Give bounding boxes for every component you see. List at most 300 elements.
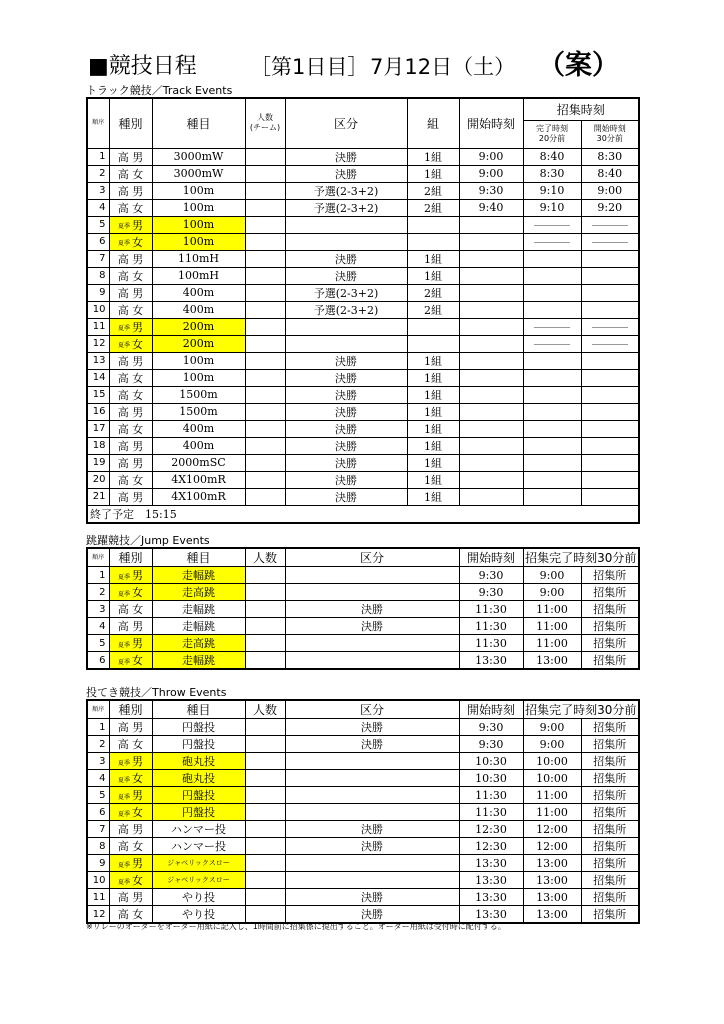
group-cell: 1組	[407, 471, 459, 488]
call-place-cell: 招集所	[581, 584, 639, 601]
header-start: 開始時刻	[459, 548, 523, 567]
category-cell	[109, 284, 152, 301]
header-call-start-line2: 30分前	[596, 134, 623, 143]
event-cell: 200m	[152, 335, 245, 352]
group-cell	[407, 335, 459, 352]
order-cell: 16	[87, 403, 109, 420]
header-category: 種別	[109, 98, 152, 148]
track-finish-time: 終了予定 15:15	[87, 505, 639, 523]
count-cell	[245, 719, 285, 736]
header-call-end-line2: 20分前	[538, 134, 566, 143]
count-cell	[245, 753, 285, 770]
group-cell	[407, 216, 459, 233]
event-cell: 100m	[152, 352, 245, 369]
category-label: 高 女	[117, 371, 144, 385]
header-count-line1: 人数	[257, 113, 273, 123]
division-cell: 決勝	[285, 618, 459, 635]
table-row	[87, 471, 639, 488]
table-row	[87, 618, 639, 635]
start-time-cell	[459, 250, 523, 267]
table-row	[87, 488, 639, 505]
event-cell: 100mH	[152, 267, 245, 284]
call-start-cell	[581, 284, 639, 301]
start-time-cell: 10:30	[459, 770, 523, 787]
table-row	[87, 454, 639, 471]
count-cell	[245, 906, 285, 924]
call-time-cell: 13:00	[523, 889, 581, 906]
category-label: 男	[132, 320, 143, 334]
call-end-cell	[523, 267, 581, 284]
category-cell	[109, 403, 152, 420]
header-category: 種別	[109, 548, 152, 567]
header-division: 区分	[285, 700, 459, 719]
table-row	[87, 369, 639, 386]
category-cell	[109, 821, 152, 838]
start-time-cell	[459, 386, 523, 403]
order-cell: 6	[87, 233, 109, 250]
count-cell	[245, 403, 285, 420]
category-label: 男	[132, 789, 143, 802]
division-cell: 決勝	[285, 420, 407, 437]
count-cell	[245, 182, 285, 199]
event-cell: 100m	[152, 199, 245, 216]
start-time-cell	[459, 488, 523, 505]
category-label: 女	[132, 874, 143, 887]
group-cell: 1組	[407, 250, 459, 267]
event-cell: 400m	[152, 437, 245, 454]
order-cell: 6	[87, 652, 109, 670]
count-cell	[245, 386, 285, 403]
count-cell	[245, 601, 285, 618]
header-event: 種目	[152, 548, 245, 567]
division-cell: 決勝	[285, 352, 407, 369]
category-label: 高 男	[117, 184, 144, 198]
summer-tag: 夏季	[117, 641, 130, 649]
call-end-cell	[523, 420, 581, 437]
category-cell	[109, 148, 152, 165]
category-label: 高 女	[117, 388, 144, 402]
category-label: 高 女	[117, 738, 144, 751]
header-start: 開始時刻	[459, 700, 523, 719]
division-cell: 決勝	[285, 437, 407, 454]
call-start-cell	[581, 386, 639, 403]
header-category: 種別	[109, 700, 152, 719]
table-row	[87, 838, 639, 855]
category-label: 高 女	[117, 908, 144, 921]
event-cell: 円盤投	[152, 787, 245, 804]
call-end-cell: 8:40	[523, 148, 581, 165]
category-label: 高 男	[117, 721, 144, 734]
throw-section-label: 投てき競技／Throw Events	[86, 686, 227, 699]
header-call: 招集完了時刻30分前	[523, 700, 639, 719]
call-start-cell	[581, 301, 639, 318]
count-cell	[245, 267, 285, 284]
table-row	[87, 787, 639, 804]
start-time-cell: 13:30	[459, 855, 523, 872]
header-group: 組	[407, 98, 459, 148]
table-row	[87, 567, 639, 584]
table-row	[87, 736, 639, 753]
call-time-cell: 9:00	[523, 584, 581, 601]
header-start: 開始時刻	[459, 98, 523, 148]
division-cell: 決勝	[285, 454, 407, 471]
empty-dash	[534, 225, 570, 226]
order-cell: 1	[87, 148, 109, 165]
call-time-cell	[523, 335, 581, 352]
event-cell: 100m	[152, 182, 245, 199]
order-cell: 4	[87, 199, 109, 216]
header-count-line2: (チーム)	[249, 123, 281, 133]
category-cell	[109, 488, 152, 505]
category-label: 高 男	[117, 405, 144, 419]
order-cell: 19	[87, 454, 109, 471]
start-time-cell: 13:30	[459, 889, 523, 906]
category-cell	[109, 584, 152, 601]
order-cell: 11	[87, 318, 109, 335]
category-label: 高 男	[117, 439, 144, 453]
division-cell: 予選(2-3+2)	[285, 301, 407, 318]
start-time-cell	[459, 437, 523, 454]
division-cell: 決勝	[285, 267, 407, 284]
summer-tag: 夏季	[117, 759, 130, 767]
summer-tag: 夏季	[117, 342, 130, 349]
category-label: 男	[132, 569, 143, 582]
division-cell: 決勝	[285, 719, 459, 736]
start-time-cell	[459, 301, 523, 318]
event-cell: 走高跳	[152, 584, 245, 601]
category-label: 女	[132, 586, 143, 599]
start-time-cell: 9:30	[459, 182, 523, 199]
header-order: 順序	[87, 700, 109, 719]
order-cell: 14	[87, 369, 109, 386]
summer-tag: 夏季	[117, 658, 130, 666]
summer-tag: 夏季	[117, 776, 130, 784]
division-cell: 決勝	[285, 471, 407, 488]
division-cell: 決勝	[285, 906, 459, 924]
call-time-cell: 12:00	[523, 838, 581, 855]
order-cell: 3	[87, 182, 109, 199]
category-label: 高 男	[117, 286, 144, 300]
category-cell	[109, 420, 152, 437]
table-row	[87, 753, 639, 770]
category-label: 高 男	[117, 823, 144, 836]
category-label: 女	[132, 337, 143, 351]
call-place-cell: 招集所	[581, 736, 639, 753]
order-cell: 18	[87, 437, 109, 454]
order-cell: 8	[87, 838, 109, 855]
group-cell	[407, 233, 459, 250]
division-cell: 決勝	[285, 250, 407, 267]
event-cell: 砲丸投	[152, 753, 245, 770]
category-label: 女	[132, 772, 143, 785]
start-time-cell: 9:30	[459, 719, 523, 736]
event-cell: ジャベリックスロー	[152, 872, 245, 889]
category-cell	[109, 736, 152, 753]
empty-dash	[534, 242, 570, 243]
order-cell: 5	[87, 787, 109, 804]
empty-dash	[592, 327, 628, 328]
count-cell	[245, 618, 285, 635]
call-time-cell: 9:00	[523, 736, 581, 753]
table-row	[87, 250, 639, 267]
table-row	[87, 652, 639, 670]
category-cell	[109, 250, 152, 267]
order-cell: 2	[87, 165, 109, 182]
throw-events-table	[86, 699, 640, 924]
call-place-cell: 招集所	[581, 787, 639, 804]
start-time-cell	[459, 352, 523, 369]
count-cell	[245, 787, 285, 804]
count-cell	[245, 420, 285, 437]
call-place-cell: 招集所	[581, 753, 639, 770]
order-cell: 5	[87, 216, 109, 233]
category-cell	[109, 838, 152, 855]
table-row	[87, 233, 639, 250]
category-cell	[109, 454, 152, 471]
event-cell: 砲丸投	[152, 770, 245, 787]
count-cell	[245, 335, 285, 352]
header-division: 区分	[285, 548, 459, 567]
event-cell: 円盤投	[152, 719, 245, 736]
category-label: 高 男	[117, 150, 144, 164]
empty-dash	[534, 344, 570, 345]
count-cell	[245, 635, 285, 652]
call-time-cell: 11:00	[523, 787, 581, 804]
call-place-cell: 招集所	[581, 770, 639, 787]
division-cell: 決勝	[285, 488, 407, 505]
table-row	[87, 437, 639, 454]
count-cell	[245, 838, 285, 855]
division-cell	[285, 770, 459, 787]
event-cell: 110mH	[152, 250, 245, 267]
table-row	[87, 267, 639, 284]
call-time-cell: 13:00	[523, 906, 581, 924]
table-row	[87, 199, 639, 216]
summer-tag: 夏季	[117, 240, 130, 247]
category-label: 高 男	[117, 354, 144, 368]
count-cell	[245, 770, 285, 787]
category-label: 高 女	[117, 201, 144, 215]
order-cell: 9	[87, 855, 109, 872]
call-place-cell: 招集所	[581, 719, 639, 736]
event-cell: 1500m	[152, 403, 245, 420]
group-cell: 1組	[407, 148, 459, 165]
call-end-cell	[523, 369, 581, 386]
table-row	[87, 635, 639, 652]
start-time-cell: 11:30	[459, 804, 523, 821]
event-cell: 3000mW	[152, 165, 245, 182]
call-time-cell: 10:00	[523, 753, 581, 770]
call-end-cell: 8:30	[523, 165, 581, 182]
category-cell	[109, 601, 152, 618]
start-time-cell: 11:30	[459, 635, 523, 652]
group-cell: 1組	[407, 437, 459, 454]
call-place-cell: 招集所	[581, 635, 639, 652]
category-cell	[109, 753, 152, 770]
event-cell: 円盤投	[152, 804, 245, 821]
count-cell	[245, 216, 285, 233]
event-cell: 3000mW	[152, 148, 245, 165]
order-cell: 15	[87, 386, 109, 403]
category-label: 男	[132, 637, 143, 650]
order-cell: 1	[87, 719, 109, 736]
division-cell	[285, 753, 459, 770]
start-time-cell	[459, 403, 523, 420]
order-cell: 11	[87, 889, 109, 906]
order-cell: 3	[87, 753, 109, 770]
category-cell	[109, 618, 152, 635]
start-time-cell	[459, 454, 523, 471]
category-label: 高 男	[117, 490, 144, 504]
group-cell: 1組	[407, 386, 459, 403]
table-row	[87, 335, 639, 352]
header-count	[245, 98, 285, 148]
order-cell: 1	[87, 567, 109, 584]
order-cell: 2	[87, 736, 109, 753]
count-cell	[245, 233, 285, 250]
call-place-cell: 招集所	[581, 872, 639, 889]
category-cell	[109, 889, 152, 906]
category-label: 女	[132, 654, 143, 667]
category-cell	[109, 182, 152, 199]
start-time-cell	[459, 233, 523, 250]
category-label: 高 男	[117, 252, 144, 266]
start-time-cell: 9:00	[459, 148, 523, 165]
category-cell	[109, 267, 152, 284]
event-cell: 400m	[152, 420, 245, 437]
count-cell	[245, 567, 285, 584]
count-cell	[245, 199, 285, 216]
category-label: 男	[132, 755, 143, 768]
category-label: 高 男	[117, 456, 144, 470]
start-time-cell	[459, 369, 523, 386]
call-time-cell: 9:00	[523, 567, 581, 584]
category-label: 高 女	[117, 422, 144, 436]
group-cell	[407, 318, 459, 335]
division-cell	[285, 567, 459, 584]
table-row	[87, 301, 639, 318]
event-cell: ハンマー投	[152, 838, 245, 855]
category-cell	[109, 233, 152, 250]
order-cell: 7	[87, 821, 109, 838]
division-cell: 決勝	[285, 369, 407, 386]
start-time-cell	[459, 267, 523, 284]
start-time-cell	[459, 471, 523, 488]
call-place-cell: 招集所	[581, 889, 639, 906]
count-cell	[245, 872, 285, 889]
start-time-cell: 12:30	[459, 821, 523, 838]
order-cell: 10	[87, 872, 109, 889]
division-cell	[285, 652, 459, 670]
event-cell: 200m	[152, 318, 245, 335]
category-label: 高 女	[117, 167, 144, 181]
summer-tag: 夏季	[117, 223, 130, 230]
call-time-cell: 13:00	[523, 652, 581, 670]
division-cell: 決勝	[285, 838, 459, 855]
category-cell	[109, 369, 152, 386]
division-cell: 決勝	[285, 821, 459, 838]
call-time-cell	[523, 318, 581, 335]
table-row	[87, 420, 639, 437]
group-cell: 2組	[407, 284, 459, 301]
division-cell: 決勝	[285, 601, 459, 618]
division-cell: 決勝	[285, 148, 407, 165]
event-cell: 走高跳	[152, 635, 245, 652]
summer-tag: 夏季	[117, 878, 130, 886]
empty-dash	[592, 344, 628, 345]
event-cell: 走幅跳	[152, 618, 245, 635]
call-time-cell	[581, 318, 639, 335]
header-call: 招集時刻	[523, 98, 639, 120]
call-time-cell	[581, 335, 639, 352]
summer-tag: 夏季	[117, 590, 130, 598]
event-cell: ジャベリックスロー	[152, 855, 245, 872]
call-end-cell	[523, 488, 581, 505]
division-cell	[285, 635, 459, 652]
summer-tag: 夏季	[117, 325, 130, 332]
event-cell: やり投	[152, 906, 245, 924]
call-end-cell	[523, 250, 581, 267]
event-cell: 走幅跳	[152, 601, 245, 618]
group-cell: 2組	[407, 199, 459, 216]
order-cell: 17	[87, 420, 109, 437]
group-cell: 2組	[407, 182, 459, 199]
summer-tag: 夏季	[117, 793, 130, 801]
call-start-cell: 8:40	[581, 165, 639, 182]
table-row	[87, 386, 639, 403]
day-label: ［第1日目］	[250, 55, 369, 79]
group-cell: 1組	[407, 352, 459, 369]
call-end-cell	[523, 471, 581, 488]
category-cell	[109, 567, 152, 584]
track-events-table	[86, 97, 640, 524]
call-start-cell: 8:30	[581, 148, 639, 165]
call-end-cell	[523, 386, 581, 403]
call-start-cell	[581, 352, 639, 369]
call-time-cell: 11:00	[523, 804, 581, 821]
event-cell: 走幅跳	[152, 652, 245, 670]
table-row	[87, 165, 639, 182]
category-label: 男	[132, 857, 143, 870]
header-division: 区分	[285, 98, 407, 148]
jump-section-label: 跳躍競技／Jump Events	[86, 534, 210, 547]
category-label: 高 男	[117, 620, 144, 633]
call-end-cell	[523, 284, 581, 301]
category-cell	[109, 770, 152, 787]
group-cell: 1組	[407, 454, 459, 471]
empty-dash	[592, 225, 628, 226]
call-place-cell: 招集所	[581, 804, 639, 821]
table-row	[87, 148, 639, 165]
call-time-cell	[523, 233, 581, 250]
table-row	[87, 584, 639, 601]
start-time-cell	[459, 284, 523, 301]
category-cell	[109, 352, 152, 369]
division-cell	[285, 787, 459, 804]
count-cell	[245, 454, 285, 471]
call-place-cell: 招集所	[581, 838, 639, 855]
count-cell	[245, 148, 285, 165]
event-cell: 走幅跳	[152, 567, 245, 584]
start-time-cell: 9:30	[459, 567, 523, 584]
division-cell	[285, 855, 459, 872]
empty-dash	[592, 242, 628, 243]
call-start-cell	[581, 454, 639, 471]
header-event: 種目	[152, 98, 245, 148]
order-cell: 3	[87, 601, 109, 618]
table-row	[87, 403, 639, 420]
call-start-cell	[581, 488, 639, 505]
